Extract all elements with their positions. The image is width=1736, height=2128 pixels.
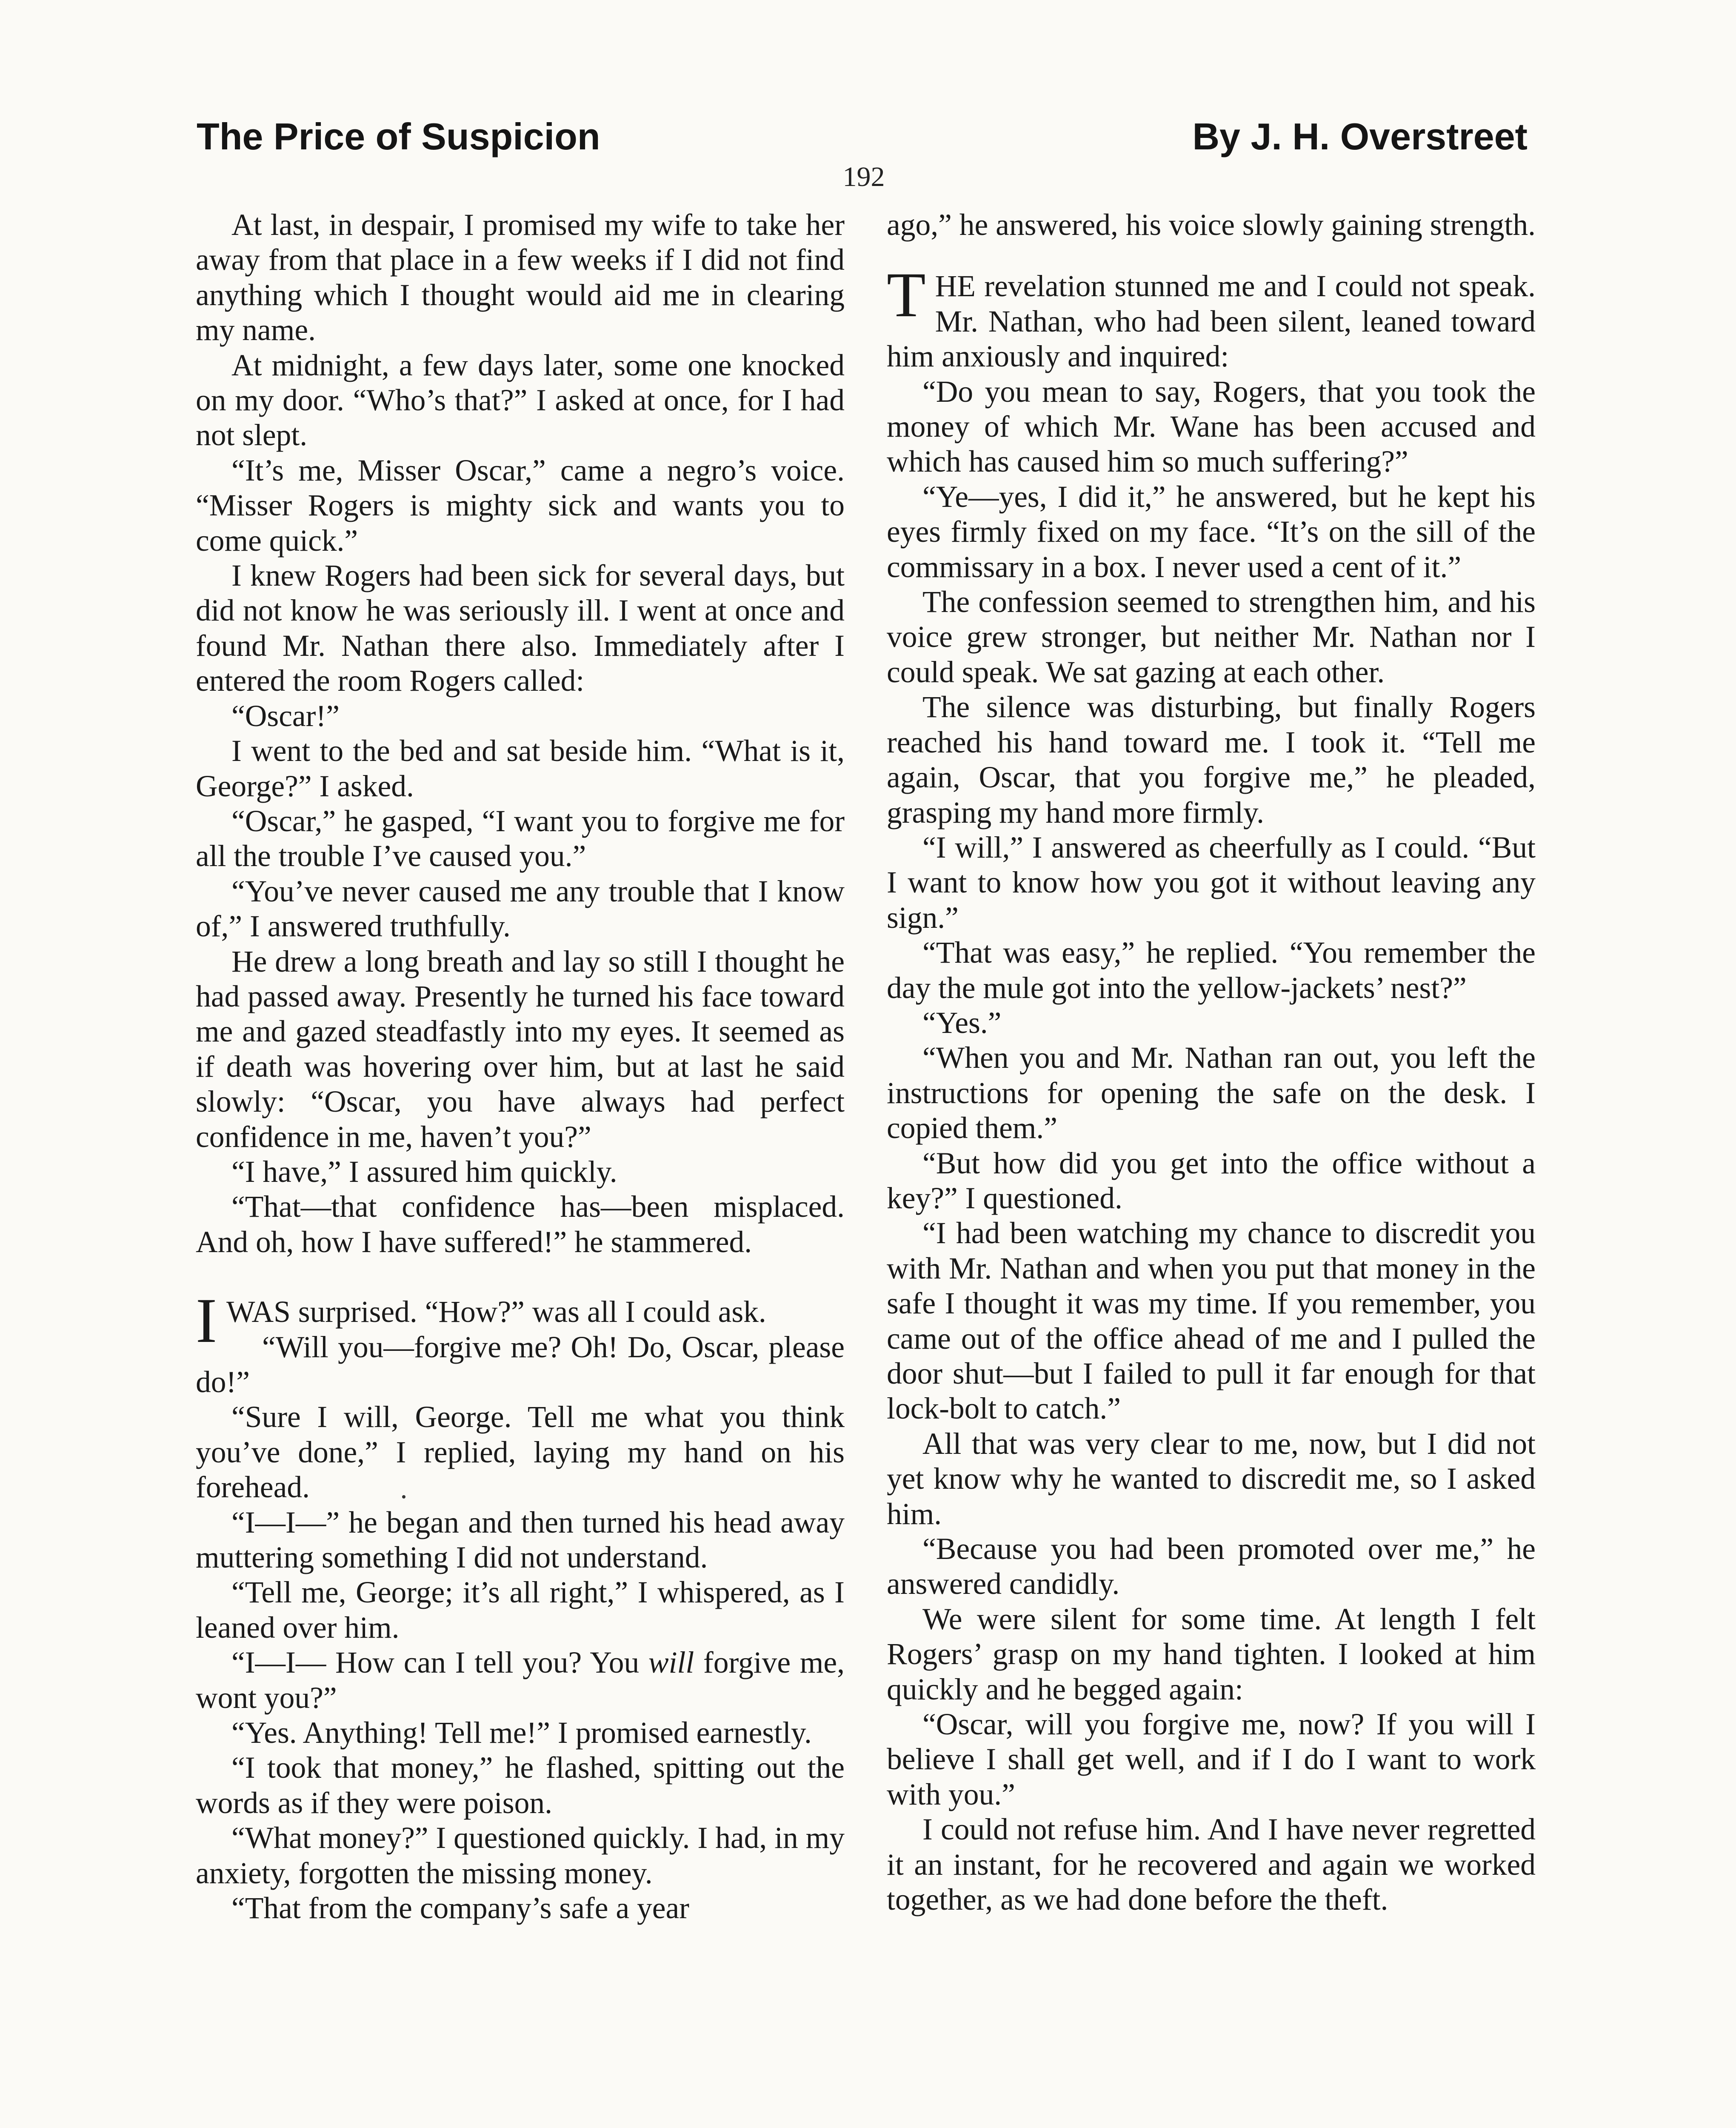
paragraph: At midnight, a few days later, some one knocked on my door. “Who’s that?” I asked at once, for I had not slept.: [196, 348, 845, 452]
paragraph-continuation: ago,” he answered, his voice slowly gaining strength.: [887, 208, 1536, 242]
paragraph: “When you and Mr. Nathan ran out, you left the instructions for opening the safe on the desk. I copied them.”: [887, 1041, 1536, 1145]
paragraph: All that was very clear to me, now, but I did not yet know why he wanted to discredit me, so I asked him.: [887, 1427, 1536, 1531]
paragraph: “But how did you get into the office without a key?” I questioned.: [887, 1146, 1536, 1215]
paragraph: I knew Rogers had been sick for several days, but did not know he was seriously ill. I went at once and found Mr. Nathan there also. Immediately after I entered the room Rogers called:: [196, 559, 845, 698]
paragraph: “Do you mean to say, Rogers, that you took the money of which Mr. Wane has been accused and which has caused him so much suffering?”: [887, 375, 1536, 479]
paragraph: [196, 1645, 845, 1716]
paragraph: “Tell me, George; it’s all right,” I whispered, as I leaned over him.: [196, 1576, 845, 1645]
paragraph: “Oscar,” he gasped, “I want you to forgive me for all the trouble I’ve caused you.”: [196, 804, 845, 873]
paragraph: We were silent for some time. At length I felt Rogers’ grasp on my hand tighten. I looked at him quickly and he begged again:: [887, 1602, 1536, 1706]
drop-cap-letter: T: [887, 260, 926, 331]
paragraph: “I will,” I answered as cheerfully as I could. “But I want to know how you got it without leaving any sign.”: [887, 830, 1536, 935]
paragraph: “That was easy,” he replied. “You remember the day the mule got into the yellow-jackets’ nest?”: [887, 936, 1536, 1005]
paragraph: “Yes. Anything! Tell me!” I promised earnestly.: [231, 1716, 812, 1750]
story-title: The Price of Suspicion: [197, 115, 600, 157]
paragraph: “Oscar!”: [231, 699, 340, 733]
paragraph: He drew a long breath and lay so still I thought he had passed away. Presently he turned his face toward me and gazed steadfastly into my eyes. It seemed as if death was hovering over him, but at last he said slowly: “Oscar, you have always had perfect confidence in me, haven’t you?”: [196, 944, 845, 1154]
paragraph: “I had been watching my chance to discredit you with Mr. Nathan and when you put that money in the safe I thought it was my time. If you remember, you came out of the office ahead of me and I pulled the door shut—but I failed to pull it far enough for that lock-bolt to catch.”: [887, 1216, 1536, 1426]
paragraph: I went to the bed and sat beside him. “What is it, George?” I asked.: [196, 734, 845, 803]
dropcap-paragraph: [887, 260, 1536, 374]
paragraph: The silence was disturbing, but finally Rogers reached his hand toward me. I took it. “Tell me again, Oscar, that you forgive me,” he pleaded, grasping my hand more firmly.: [887, 690, 1536, 829]
paragraph: “I took that money,” he flashed, spitting out the words as if they were poison.: [196, 1751, 845, 1820]
paragraph: “Ye—yes, I did it,” he answered, but he kept his eyes firmly fixed on my face. “It’s on the sill of the commissary in a box. I never used a cent of it.”: [887, 480, 1536, 584]
left-column: [196, 208, 845, 1926]
dropcap-text: HE revelation stunned me and I could not speak. Mr. Nathan, who had been silent, leaned toward him anxiously and inquired:: [887, 269, 1536, 374]
paragraph: “Sure I will, George. Tell me what you think you’ve done,” I replied, laying my hand on his forehead.: [196, 1400, 845, 1504]
paragraph: “It’s me, Misser Oscar,” came a negro’s voice. “Misser Rogers is mighty sick and wants you to come quick.”: [196, 453, 845, 558]
section-divider-dot: [402, 1495, 405, 1499]
paragraph: At last, in despair, I promised my wife to take her away from that place in a few weeks if I did not find anything which I thought would aid me in clearing my name.: [196, 208, 845, 347]
paragraph: “I—I—” he began and then turned his head away muttering something I did not understand.: [196, 1505, 845, 1575]
text-run: “I—I— How can I tell you? You: [231, 1646, 648, 1680]
paragraph: The confession seemed to strengthen him, and his voice grew stronger, but neither Mr. Nathan nor I could speak. We sat gazing at each other.: [887, 585, 1536, 689]
drop-cap-letter: I: [196, 1285, 217, 1356]
paragraph: “I have,” I assured him quickly.: [231, 1155, 617, 1189]
text-run: forgive me, wont you?”: [196, 1646, 845, 1715]
paragraph: “Oscar, will you forgive me, now? If you will I believe I shall get well, and if I do I want to work with you.”: [887, 1708, 1536, 1811]
paragraph: “That from the company’s safe a year: [231, 1891, 689, 1925]
italic-word: will: [648, 1646, 694, 1680]
story-author: By J. H. Overstreet: [1192, 115, 1528, 157]
page-number: 192: [842, 161, 885, 192]
paragraph: “You’ve never caused me any trouble that I know of,” I answered truthfully.: [196, 874, 845, 944]
right-column: [887, 208, 1536, 1918]
paragraph: “What money?” I questioned quickly. I had, in my anxiety, forgotten the missing money.: [196, 1821, 845, 1890]
dropcap-text: WAS surprised. “How?” was all I could ask.: [226, 1295, 766, 1329]
paragraph: “Because you had been promoted over me,” he answered candidly.: [887, 1532, 1536, 1601]
paragraph: “Will you—forgive me? Oh! Do, Oscar, please do!”: [196, 1330, 845, 1399]
dropcap-paragraph: [196, 1285, 845, 1356]
paragraph: I could not refuse him. And I have never regretted it an instant, for he recovered and again we worked together, as we had done before the theft.: [887, 1813, 1536, 1917]
paragraph: “That—that confidence has—been misplaced. And oh, how I have suffered!” he stammered.: [196, 1190, 845, 1259]
paragraph: “Yes.”: [922, 1006, 1002, 1040]
